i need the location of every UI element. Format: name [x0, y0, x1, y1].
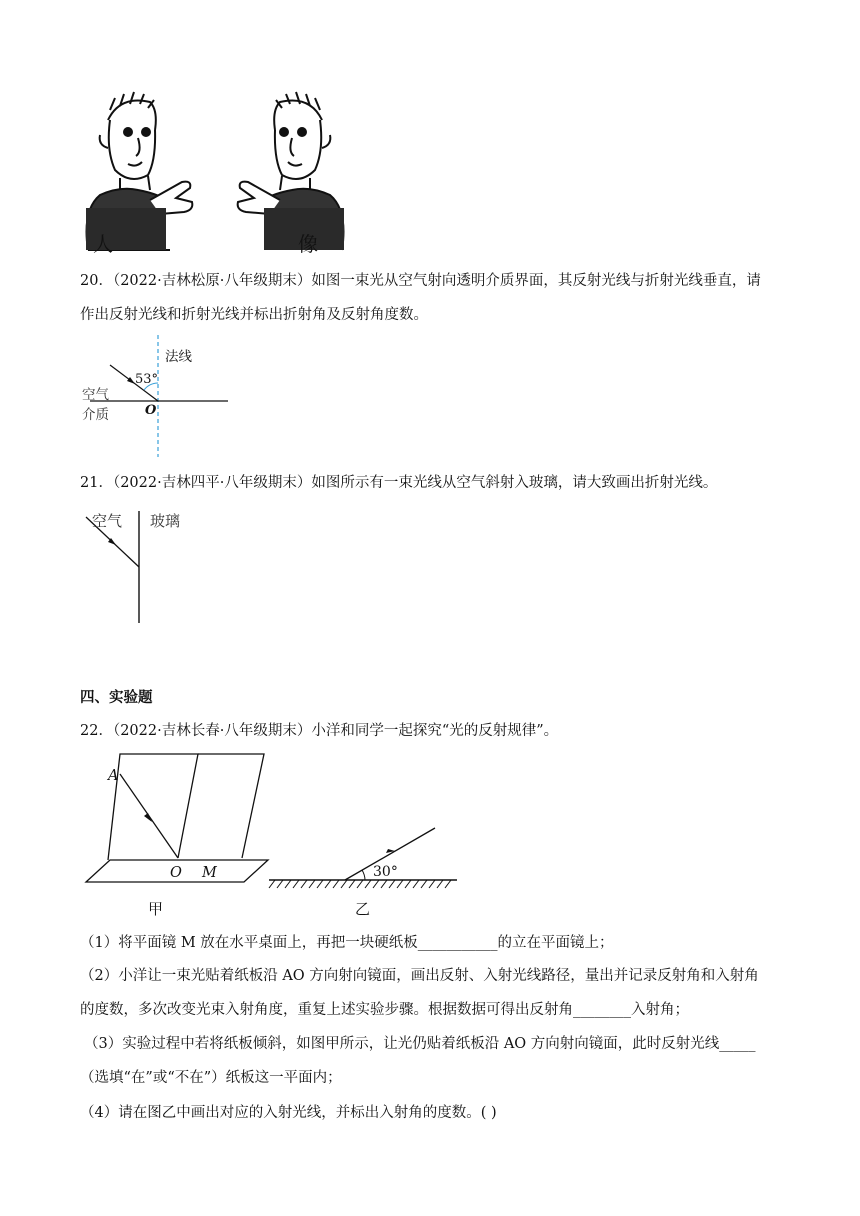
q21-line1: 21．（2022·吉林四平·八年级期末）如图所示有一束光线从空气斜射入玻璃，请大致画出折射光线。 [80, 475, 718, 491]
q22-caption-b: 乙 [355, 900, 371, 918]
person-label: 人 [93, 232, 113, 256]
q22-part2-line1: （2）小洋让一束光贴着纸板沿 AO 方向射向镜面，画出反射、入射光线路径，量出并记录反射角和入射角 [80, 968, 759, 984]
q22-point-a: A [108, 768, 119, 784]
q22-part1: （1）将平面镜 M 放在水平桌面上，再把一块硬纸板___________的立在平面镜上； [80, 935, 614, 951]
q22-part3-line1: （3）实验过程中若将纸板倾斜，如图甲所示，让光仍贴着纸板沿 AO 方向射向镜面，此时反射光线_____ [84, 1036, 756, 1052]
image-label: 像 [298, 232, 318, 256]
q20-point-label: O [145, 403, 157, 418]
q20-normal-label: 法线 [165, 349, 192, 365]
q22-mirror-m: M [202, 865, 217, 881]
section-title: 四、实验题 [80, 690, 153, 706]
q20-medium-label: 介质 [82, 407, 109, 423]
q22-angle-label: 30° [373, 864, 398, 880]
q21-glass-label: 玻璃 [150, 512, 181, 530]
q22-caption-a: 甲 [148, 900, 164, 918]
q20-air-label: 空气 [82, 387, 109, 403]
q21-air-label: 空气 [92, 512, 123, 530]
q22-line1: 22．（2022·吉林长春·八年级期末）小洋和同学一起探究“光的反射规律”。 [80, 723, 559, 739]
q22-figure-b [265, 820, 460, 895]
q20-line2: 作出反射光线和折射光线并标出折射角及反射角度数。 [80, 307, 428, 323]
q22-part4: （4）请在图乙中画出对应的入射光线，并标出入射角的度数。( ) [80, 1105, 497, 1121]
q22-part2-line2: 的度数，多次改变光束入射角度，重复上述实验步骤。根据数据可得出反射角________入射角； [80, 1002, 689, 1018]
q22-part3-line2: （选填“在”或“不在”）纸板这一平面内； [80, 1070, 342, 1086]
q22-diagram-b [265, 820, 460, 895]
q22-point-o: O [170, 865, 182, 881]
q20-angle-label: 53° [135, 372, 159, 387]
q20-line1: 20．（2022·吉林松原·八年级期末）如图一束光从空气射向透明介质界面，其反射光线与折射光线垂直，请 [80, 273, 761, 289]
